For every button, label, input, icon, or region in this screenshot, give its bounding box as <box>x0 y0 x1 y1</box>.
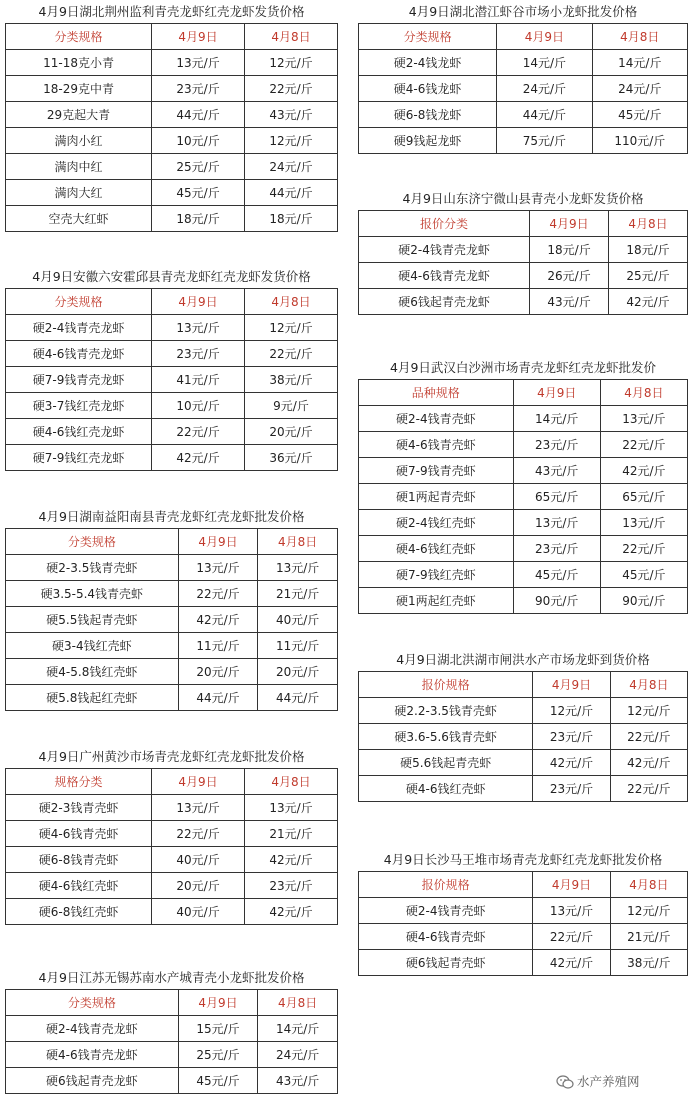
table-row <box>6 899 338 925</box>
price-cell: 9元/斤 <box>245 393 338 419</box>
spec-cell: 硬4-6钱青壳虾 <box>359 924 533 950</box>
price-cell: 65元/斤 <box>600 484 687 510</box>
price-cell: 22元/斤 <box>245 341 338 367</box>
header-cell: 规格分类 <box>6 769 152 795</box>
table-title: 4月9日长沙马王堆市场青壳龙虾红壳龙虾批发价格 <box>383 852 663 867</box>
table-row <box>359 102 688 128</box>
header-cell: 4月8日 <box>245 769 338 795</box>
table-title: 4月9日湖北洪湖市闸洪水产市场龙虾到货价格 <box>396 652 650 667</box>
spec-cell: 硬2-4钱青壳龙虾 <box>359 237 530 263</box>
price-cell: 21元/斤 <box>610 924 687 950</box>
spec-cell: 硬2-3.5钱青壳虾 <box>6 555 179 581</box>
table-row <box>6 154 338 180</box>
table-row <box>359 698 688 724</box>
price-cell: 22元/斤 <box>610 776 687 802</box>
price-cell: 12元/斤 <box>245 315 338 341</box>
price-table <box>5 768 338 925</box>
table-row <box>359 458 688 484</box>
spec-cell: 硬2-3钱青壳虾 <box>6 795 152 821</box>
price-cell: 24元/斤 <box>245 154 338 180</box>
table-row <box>359 484 688 510</box>
spec-cell: 硬6-8钱龙虾 <box>359 102 497 128</box>
header-cell: 4月9日 <box>533 672 610 698</box>
price-cell: 18元/斤 <box>152 206 245 232</box>
price-cell: 90元/斤 <box>600 588 687 614</box>
spec-cell: 硬2-4钱龙虾 <box>359 50 497 76</box>
spec-cell: 硬4-6钱红壳虾 <box>359 776 533 802</box>
price-cell: 26元/斤 <box>530 263 609 289</box>
price-cell: 36元/斤 <box>245 445 338 471</box>
spec-cell: 硬2-4钱青壳虾 <box>359 898 533 924</box>
price-table <box>358 23 688 154</box>
table-row <box>6 180 338 206</box>
spec-cell: 硬3-4钱红壳虾 <box>6 633 179 659</box>
table-row <box>6 633 338 659</box>
price-cell: 13元/斤 <box>245 795 338 821</box>
price-cell: 42元/斤 <box>152 445 245 471</box>
table-title: 4月9日山东济宁微山县青壳小龙虾发货价格 <box>402 191 644 206</box>
price-block <box>358 188 688 315</box>
table-row <box>359 432 688 458</box>
spec-cell: 硬2-4钱青壳虾 <box>359 406 514 432</box>
price-cell: 22元/斤 <box>600 536 687 562</box>
table-row <box>359 950 688 976</box>
price-cell: 14元/斤 <box>592 50 687 76</box>
price-cell: 45元/斤 <box>592 102 687 128</box>
table-title: 4月9日广州黄沙市场青壳龙虾红壳龙虾批发价格 <box>38 749 305 764</box>
table-title: 4月9日江苏无锡苏南水产城青壳小龙虾批发价格 <box>38 970 305 985</box>
header-cell: 4月8日 <box>610 672 687 698</box>
price-cell: 22元/斤 <box>245 76 338 102</box>
table-row <box>6 445 338 471</box>
price-cell: 25元/斤 <box>152 154 245 180</box>
price-cell: 25元/斤 <box>178 1042 258 1068</box>
wechat-icon <box>556 1074 577 1089</box>
price-block <box>358 1 688 154</box>
price-cell: 21元/斤 <box>245 821 338 847</box>
price-cell: 22元/斤 <box>600 432 687 458</box>
price-cell: 22元/斤 <box>610 724 687 750</box>
price-cell: 12元/斤 <box>610 898 687 924</box>
spec-cell: 硬6钱起青壳龙虾 <box>6 1068 179 1094</box>
header-cell: 报价分类 <box>359 211 530 237</box>
price-cell: 20元/斤 <box>258 659 338 685</box>
spec-cell: 硬4-6钱青壳龙虾 <box>6 341 152 367</box>
spec-cell: 硬6钱起青壳虾 <box>359 950 533 976</box>
spec-cell: 硬5.5钱起青壳虾 <box>6 607 179 633</box>
price-cell: 22元/斤 <box>533 924 610 950</box>
table-row <box>359 562 688 588</box>
table-row <box>359 750 688 776</box>
price-cell: 44元/斤 <box>178 685 258 711</box>
table-row <box>6 795 338 821</box>
table-header-row <box>6 289 338 315</box>
table-row <box>359 776 688 802</box>
spec-cell: 硬7-9钱青壳龙虾 <box>6 367 152 393</box>
price-cell: 18元/斤 <box>245 206 338 232</box>
table-row <box>6 555 338 581</box>
table-row <box>6 685 338 711</box>
price-cell: 22元/斤 <box>152 419 245 445</box>
spec-cell: 29克起大青 <box>6 102 152 128</box>
price-cell: 42元/斤 <box>609 289 688 315</box>
header-cell: 4月9日 <box>178 990 258 1016</box>
spec-cell: 硬5.6钱起青壳虾 <box>359 750 533 776</box>
price-cell: 20元/斤 <box>245 419 338 445</box>
watermark-text: 水产养殖网 <box>577 1074 640 1089</box>
price-block <box>5 506 338 711</box>
price-cell: 12元/斤 <box>245 50 338 76</box>
header-cell: 4月9日 <box>513 380 600 406</box>
table-header-row <box>359 211 688 237</box>
price-cell: 40元/斤 <box>152 847 245 873</box>
spec-cell: 硬4-6钱青壳虾 <box>359 432 514 458</box>
table-row <box>359 50 688 76</box>
price-table <box>358 871 688 976</box>
price-cell: 23元/斤 <box>533 724 610 750</box>
price-cell: 12元/斤 <box>533 698 610 724</box>
spec-cell: 硬4-6钱红壳虾 <box>6 873 152 899</box>
price-cell: 40元/斤 <box>152 899 245 925</box>
header-cell: 4月9日 <box>152 289 245 315</box>
price-cell: 13元/斤 <box>513 510 600 536</box>
spec-cell: 11-18克小青 <box>6 50 152 76</box>
spec-cell: 满肉小红 <box>6 128 152 154</box>
header-cell: 4月9日 <box>152 24 245 50</box>
table-header-row <box>359 24 688 50</box>
price-cell: 42元/斤 <box>610 750 687 776</box>
price-cell: 13元/斤 <box>533 898 610 924</box>
price-cell: 24元/斤 <box>497 76 592 102</box>
table-row <box>6 581 338 607</box>
header-cell: 分类规格 <box>6 24 152 50</box>
price-cell: 44元/斤 <box>497 102 592 128</box>
spec-cell: 硬4-6钱青壳龙虾 <box>6 1042 179 1068</box>
price-cell: 22元/斤 <box>152 821 245 847</box>
spec-cell: 硬2-4钱红壳虾 <box>359 510 514 536</box>
header-cell: 4月8日 <box>610 872 687 898</box>
price-cell: 10元/斤 <box>152 128 245 154</box>
price-block <box>358 649 688 802</box>
spec-cell: 硬2.2-3.5钱青壳虾 <box>359 698 533 724</box>
price-cell: 44元/斤 <box>258 685 338 711</box>
table-header-row <box>359 672 688 698</box>
price-block <box>5 1 338 232</box>
spec-cell: 硬7-9钱红壳龙虾 <box>6 445 152 471</box>
table-row <box>6 821 338 847</box>
spec-cell: 满肉大红 <box>6 180 152 206</box>
header-cell: 4月9日 <box>497 24 592 50</box>
table-row <box>6 847 338 873</box>
price-cell: 20元/斤 <box>152 873 245 899</box>
spec-cell: 满肉中红 <box>6 154 152 180</box>
price-table <box>5 989 338 1094</box>
table-row <box>359 406 688 432</box>
header-cell: 4月9日 <box>152 769 245 795</box>
table-header-row <box>6 24 338 50</box>
price-cell: 10元/斤 <box>152 393 245 419</box>
spec-cell: 硬6-8钱青壳虾 <box>6 847 152 873</box>
header-cell: 4月9日 <box>178 529 258 555</box>
header-cell: 品种规格 <box>359 380 514 406</box>
table-row <box>6 1016 338 1042</box>
table-row <box>6 607 338 633</box>
price-cell: 43元/斤 <box>513 458 600 484</box>
price-cell: 90元/斤 <box>513 588 600 614</box>
table-row <box>6 315 338 341</box>
price-cell: 14元/斤 <box>513 406 600 432</box>
spec-cell: 硬5.8钱起红壳虾 <box>6 685 179 711</box>
price-block <box>358 357 688 614</box>
header-cell: 4月9日 <box>533 872 610 898</box>
spec-cell: 硬6钱起青壳龙虾 <box>359 289 530 315</box>
price-cell: 42元/斤 <box>600 458 687 484</box>
spec-cell: 空壳大红虾 <box>6 206 152 232</box>
header-cell: 4月8日 <box>258 990 338 1016</box>
price-cell: 12元/斤 <box>245 128 338 154</box>
price-cell: 23元/斤 <box>533 776 610 802</box>
table-header-row <box>6 529 338 555</box>
table-row <box>359 263 688 289</box>
header-cell: 4月8日 <box>600 380 687 406</box>
spec-cell: 硬1两起红壳虾 <box>359 588 514 614</box>
price-cell: 42元/斤 <box>245 899 338 925</box>
price-cell: 23元/斤 <box>513 432 600 458</box>
price-cell: 13元/斤 <box>600 510 687 536</box>
price-cell: 13元/斤 <box>152 795 245 821</box>
table-row <box>6 1068 338 1094</box>
price-cell: 18元/斤 <box>609 237 688 263</box>
spec-cell: 硬4-6钱红壳龙虾 <box>6 419 152 445</box>
table-row <box>359 76 688 102</box>
table-row <box>6 50 338 76</box>
price-cell: 14元/斤 <box>497 50 592 76</box>
table-row <box>6 419 338 445</box>
price-table <box>5 288 338 471</box>
table-row <box>6 206 338 232</box>
price-cell: 43元/斤 <box>245 102 338 128</box>
price-cell: 38元/斤 <box>610 950 687 976</box>
price-table <box>358 210 688 315</box>
table-row <box>6 873 338 899</box>
price-cell: 18元/斤 <box>530 237 609 263</box>
table-title: 4月9日武汉白沙洲市场青壳龙虾红壳龙虾批发价 <box>390 360 656 375</box>
table-row <box>6 659 338 685</box>
price-cell: 13元/斤 <box>152 50 245 76</box>
table-title: 4月9日湖北荆州监利青壳龙虾红壳龙虾发货价格 <box>38 4 305 19</box>
price-cell: 12元/斤 <box>610 698 687 724</box>
price-cell: 11元/斤 <box>178 633 258 659</box>
spec-cell: 18-29克中青 <box>6 76 152 102</box>
spec-cell: 硬4-6钱青壳龙虾 <box>359 263 530 289</box>
spec-cell: 硬7-9钱红壳虾 <box>359 562 514 588</box>
spec-cell: 硬2-4钱青壳龙虾 <box>6 1016 179 1042</box>
header-cell: 分类规格 <box>6 529 179 555</box>
header-cell: 4月8日 <box>245 24 338 50</box>
table-row <box>6 128 338 154</box>
header-cell: 报价规格 <box>359 672 533 698</box>
spec-cell: 硬4-5.8钱红壳虾 <box>6 659 179 685</box>
table-title: 4月9日湖南益阳南县青壳龙虾红壳龙虾批发价格 <box>38 509 305 524</box>
price-cell: 22元/斤 <box>178 581 258 607</box>
price-cell: 44元/斤 <box>152 102 245 128</box>
price-block <box>5 967 338 1094</box>
price-table <box>358 671 688 802</box>
table-row <box>6 393 338 419</box>
price-cell: 42元/斤 <box>533 950 610 976</box>
price-table <box>5 23 338 232</box>
table-row <box>6 102 338 128</box>
price-cell: 13元/斤 <box>600 406 687 432</box>
header-cell: 4月9日 <box>530 211 609 237</box>
table-header-row <box>359 872 688 898</box>
spec-cell: 硬7-9钱青壳虾 <box>359 458 514 484</box>
table-row <box>359 289 688 315</box>
price-cell: 44元/斤 <box>245 180 338 206</box>
price-cell: 38元/斤 <box>245 367 338 393</box>
price-cell: 24元/斤 <box>258 1042 338 1068</box>
price-cell: 40元/斤 <box>258 607 338 633</box>
spec-cell: 硬4-6钱龙虾 <box>359 76 497 102</box>
price-cell: 13元/斤 <box>152 315 245 341</box>
price-cell: 21元/斤 <box>258 581 338 607</box>
spec-cell: 硬3.6-5.6钱青壳虾 <box>359 724 533 750</box>
table-header-row <box>359 380 688 406</box>
table-row <box>359 588 688 614</box>
table-header-row <box>6 990 338 1016</box>
table-title: 4月9日安徽六安霍邱县青壳龙虾红壳龙虾发货价格 <box>32 269 311 284</box>
table-row <box>359 898 688 924</box>
price-cell: 45元/斤 <box>600 562 687 588</box>
price-cell: 43元/斤 <box>530 289 609 315</box>
price-cell: 24元/斤 <box>592 76 687 102</box>
price-cell: 15元/斤 <box>178 1016 258 1042</box>
price-block <box>358 849 688 976</box>
spec-cell: 硬4-6钱青壳虾 <box>6 821 152 847</box>
table-row <box>359 237 688 263</box>
price-cell: 25元/斤 <box>609 263 688 289</box>
spec-cell: 硬9钱起龙虾 <box>359 128 497 154</box>
table-row <box>359 510 688 536</box>
price-cell: 23元/斤 <box>152 76 245 102</box>
spec-cell: 硬3-7钱红壳龙虾 <box>6 393 152 419</box>
table-title: 4月9日湖北潜江虾谷市场小龙虾批发价格 <box>408 4 638 19</box>
watermark <box>556 1072 640 1092</box>
header-cell: 报价规格 <box>359 872 533 898</box>
price-table <box>358 379 688 614</box>
price-table <box>5 528 338 711</box>
header-cell: 分类规格 <box>6 990 179 1016</box>
header-cell: 4月8日 <box>245 289 338 315</box>
table-row <box>359 924 688 950</box>
table-header-row <box>6 769 338 795</box>
spec-cell: 硬2-4钱青壳龙虾 <box>6 315 152 341</box>
price-cell: 43元/斤 <box>258 1068 338 1094</box>
spec-cell: 硬1两起青壳虾 <box>359 484 514 510</box>
price-cell: 65元/斤 <box>513 484 600 510</box>
price-cell: 13元/斤 <box>178 555 258 581</box>
table-row <box>359 128 688 154</box>
spec-cell: 硬6-8钱红壳虾 <box>6 899 152 925</box>
spec-cell: 硬4-6钱红壳虾 <box>359 536 514 562</box>
price-cell: 13元/斤 <box>258 555 338 581</box>
header-cell: 4月8日 <box>609 211 688 237</box>
price-cell: 45元/斤 <box>513 562 600 588</box>
price-block <box>5 746 338 925</box>
price-cell: 42元/斤 <box>245 847 338 873</box>
price-cell: 23元/斤 <box>513 536 600 562</box>
price-cell: 23元/斤 <box>152 341 245 367</box>
header-cell: 4月8日 <box>258 529 338 555</box>
header-cell: 分类规格 <box>6 289 152 315</box>
spec-cell: 硬3.5-5.4钱青壳虾 <box>6 581 179 607</box>
header-cell: 4月8日 <box>592 24 687 50</box>
table-row <box>6 367 338 393</box>
price-cell: 42元/斤 <box>533 750 610 776</box>
price-cell: 45元/斤 <box>152 180 245 206</box>
price-cell: 42元/斤 <box>178 607 258 633</box>
price-cell: 11元/斤 <box>258 633 338 659</box>
header-cell: 分类规格 <box>359 24 497 50</box>
table-row <box>6 1042 338 1068</box>
table-row <box>359 724 688 750</box>
price-cell: 14元/斤 <box>258 1016 338 1042</box>
price-cell: 110元/斤 <box>592 128 687 154</box>
price-cell: 45元/斤 <box>178 1068 258 1094</box>
table-row <box>6 76 338 102</box>
price-cell: 23元/斤 <box>245 873 338 899</box>
price-block <box>5 266 338 471</box>
table-row <box>359 536 688 562</box>
price-cell: 20元/斤 <box>178 659 258 685</box>
table-row <box>6 341 338 367</box>
price-cell: 41元/斤 <box>152 367 245 393</box>
price-cell: 75元/斤 <box>497 128 592 154</box>
